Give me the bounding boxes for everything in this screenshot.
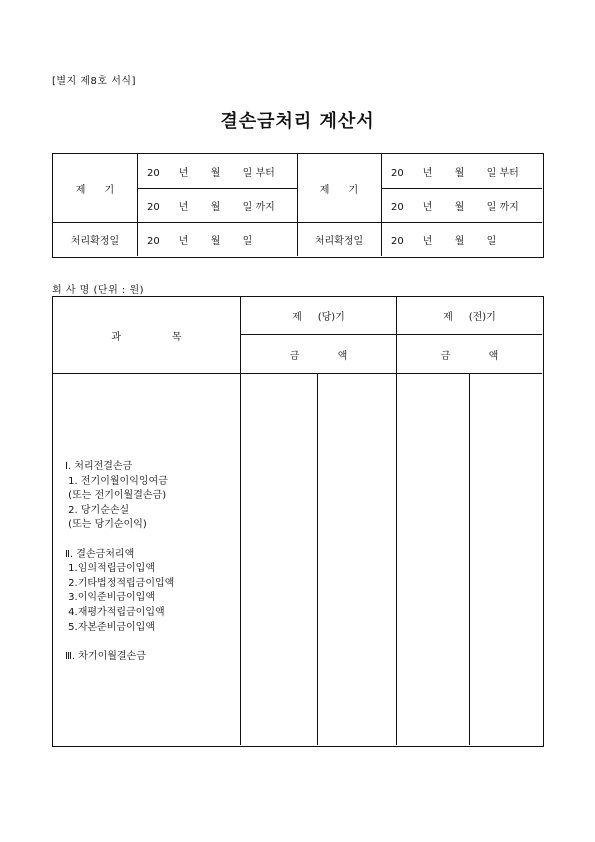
company-name-line: 회 사 명 (단위 : 원) (52, 285, 145, 296)
current-period-header: 제 (당)기 (292, 312, 345, 323)
item-loss-before-disposition: Ⅰ. 처리전결손금 (65, 461, 133, 472)
item-revaluation-reserve: 4.재평가적립금이입액 (65, 606, 165, 618)
item-earned-surplus-reserve: 3.이익준비금이입액 (65, 592, 155, 604)
item-loss-carried-forward: Ⅲ. 차기이월결손금 (65, 650, 146, 662)
right-date-from: 20 년 월 일 부터 (391, 167, 519, 179)
right-date-to: 20 년 월 일 까지 (391, 201, 519, 213)
confirm-label-right: 처리확정일 (314, 235, 364, 247)
period-table (52, 153, 544, 258)
account-item-list (65, 460, 174, 664)
item-spacer (65, 533, 174, 548)
period-label-right: 제 기 (319, 184, 359, 196)
statement-table (52, 296, 544, 747)
left-date-from: 20 년 월 일 부터 (147, 167, 275, 179)
item-spacer (65, 635, 174, 650)
prior-amount-header: 금 액 (440, 350, 499, 362)
confirm-label-left: 처리확정일 (70, 235, 120, 247)
form-number: [별지 제8호 서식] (52, 76, 136, 87)
confirm-date-right: 20 년 월 일 (391, 235, 497, 247)
prior-period-header: 제 (전)기 (443, 312, 496, 323)
item-other-legal-reserve: 2.기타법정적립금이입액 (65, 577, 175, 589)
item-retained-earnings-alt: (또는 전기이월결손금) (65, 490, 167, 502)
confirm-date-left: 20 년 월 일 (147, 235, 253, 247)
item-voluntary-reserve: 1.임의적립금이입액 (65, 563, 155, 575)
subject-header: 과 목 (111, 331, 182, 343)
item-retained-earnings-carried: 1. 전기이월이익잉여금 (65, 475, 168, 487)
item-net-loss-alt: (또는 당기순이익) (65, 519, 147, 531)
left-date-to: 20 년 월 일 까지 (147, 201, 275, 213)
item-loss-disposition: Ⅱ. 결손금처리액 (65, 548, 135, 560)
document-title: 결손금처리 계산서 (220, 111, 375, 132)
period-label-left: 제 기 (75, 184, 115, 196)
item-capital-reserve: 5.자본준비금이입액 (65, 621, 155, 633)
current-amount-header: 금 액 (289, 350, 348, 362)
item-net-loss: 2. 당기순손실 (65, 504, 130, 516)
